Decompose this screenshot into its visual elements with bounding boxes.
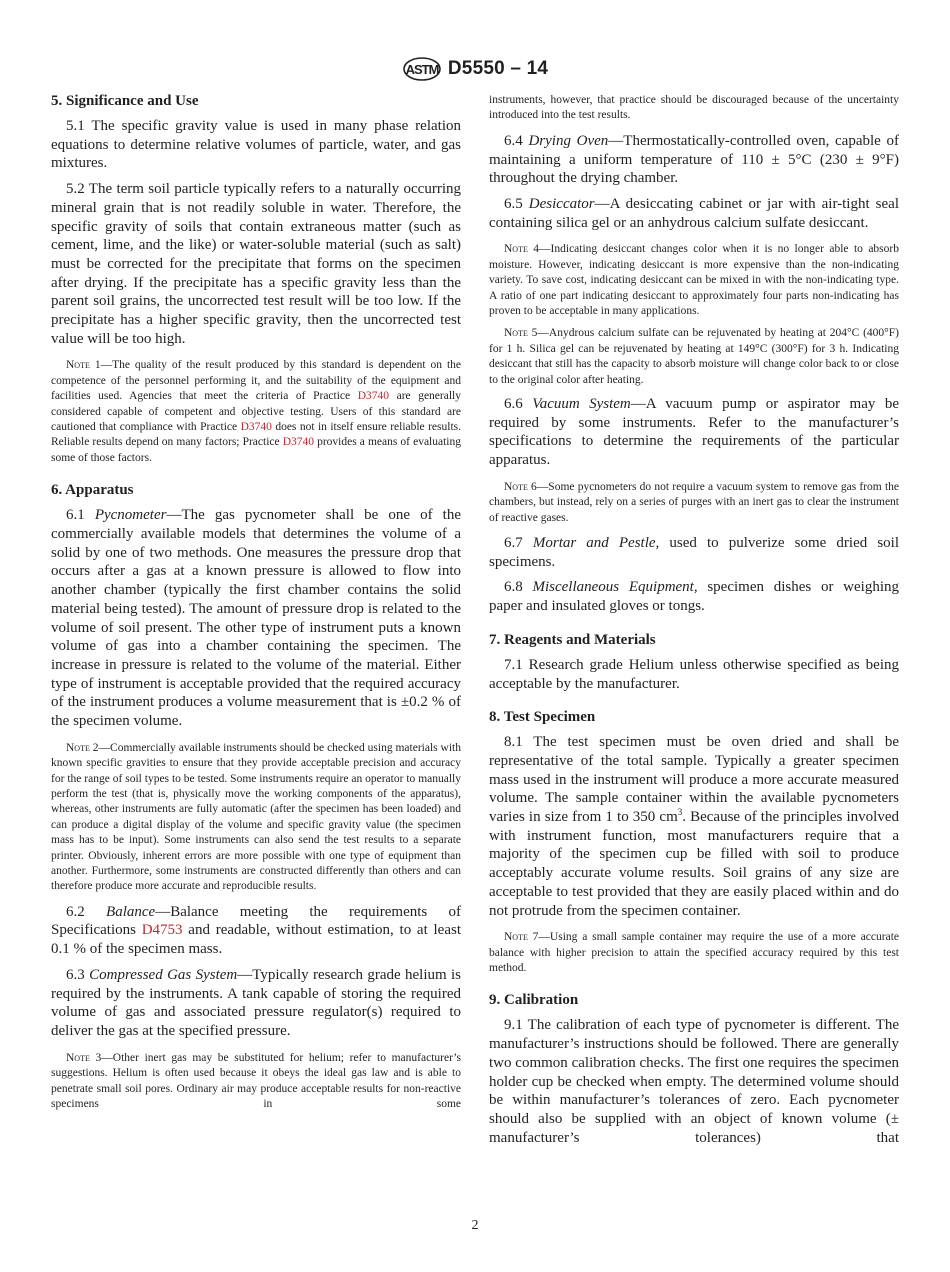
- clause-text: —Typically research grade helium is required by the instruments. A tank capable of storing the required volume of gas and associated pressure regulator(s) required to deliver the gas at the specified pressure.: [51, 966, 462, 1039]
- note-text: 3—Other inert gas may be substituted for helium; refer to manufacturer’s suggestions. Helium is often used because it obeys the ideal gas law and is able to penetrate small soil pores. Ordinary air may produce acceptable results for non-reactive specimens in some: [51, 1051, 461, 1110]
- note-text: 4—Indicating desiccant changes color when it is no longer able to absorb moisture. However, indicating desiccant is more expensive than the non-indicating variety. To save cost, indicating desiccant can be mixed in with the non-indicating type. A ratio of one part indicating desiccant to approximately four parts non-indicating has proven to be acceptable in many applications.: [489, 243, 899, 317]
- note-label: Note: [504, 327, 528, 340]
- paragraph-9-1: 9.1 The calibration of each type of pycnometer is different. The manufacturer’s instructions should be followed. There are generally two common calibration checks. The first one requires the specimen holder cup be checked when empty. The determined volume should be within manufacturer’s tolerances of zero. Each pycnometer should also be supplied with an object of known volume (± manufacturer’s tolerances) that: [489, 1017, 899, 1146]
- note-label: Note: [66, 741, 90, 754]
- note-7: [489, 930, 899, 976]
- note-text: provides a means of evaluating some of those factors.: [51, 436, 461, 464]
- clause-text: . Because of the principles involved with instrument function, most manufacturers require that a majority of the specimen cup be filled with soil to produce acceptably accurate volume results. Soil grains of any size are acceptable to test provided that they are easily placed within and do not protrude from the specimen container.: [489, 809, 899, 919]
- note-text: does not in itself ensure reliable results. Reliable results depend on many factors; Practice: [51, 421, 461, 449]
- page-header: [0, 56, 950, 82]
- note-label: Note: [66, 1051, 90, 1064]
- clause-number: 6.2: [66, 903, 107, 920]
- clause-number: 6.7: [504, 535, 533, 552]
- note-text: 1—The quality of the result produced by this standard is dependent on the competence of the personnel performing it, and the suitability of the equipment and facilities used. Agencies that meet the criteria of Practice: [51, 359, 461, 403]
- note-2: [51, 741, 461, 895]
- left-column: [51, 92, 461, 1120]
- reference-link-d3740[interactable]: D3740: [282, 436, 315, 449]
- note-4: [489, 242, 899, 319]
- reference-link-d3740[interactable]: D3740: [240, 421, 272, 434]
- paragraph-6-1: [51, 506, 461, 730]
- clause-term: Compressed Gas System: [89, 966, 238, 983]
- section-8-heading: 8. Test Specimen: [489, 709, 596, 726]
- note-text: are generally considered capable of competent and objective testing. Users of this standard are cautioned that compliance with Practice: [51, 390, 461, 434]
- clause-text: and readable, without estimation, to at least 0.1 % of the specimen mass.: [51, 922, 461, 958]
- clause-text: used to pulverize some dried soil specimens.: [489, 535, 900, 570]
- paragraph-7-1: 7.1 Research grade Helium unless otherwise specified as being acceptable by the manufacturer.: [489, 656, 899, 692]
- paragraph-6-4: [489, 132, 899, 188]
- clause-number: 6.8: [504, 579, 533, 596]
- note-text: 5—Anydrous calcium sulfate can be rejuvenated by heating at 204°C (400°F) for 1 h. Silica gel can be rejuvenated by heating at 149°C (300°F) for 3 h. Indicating desiccant that still has the capacity to absorb moisture will change color back to or close to the original color after heating.: [489, 327, 899, 386]
- clause-text: specimen dishes or weighing paper and insulated gloves or tongs.: [489, 579, 900, 615]
- right-column: [489, 93, 899, 1154]
- clause-term: Miscellaneous Equipment,: [532, 579, 698, 596]
- clause-number: 6.4: [504, 132, 529, 149]
- standard-designation: D5550 – 14: [447, 58, 549, 79]
- clause-text: 8.1 The test specimen must be oven dried and shall be representative of the total sample. Typically a greater specimen mass used in the instrument will produce a more accurate measured volume. The sample container within the available pycnometers varies in size from 1 to 350 cm: [489, 734, 899, 826]
- astm-logo-icon: [402, 56, 442, 82]
- section-5-heading: 5. Significance and Use: [51, 93, 199, 109]
- reference-link-d3740[interactable]: D3740: [357, 390, 390, 403]
- clause-number: 6.5: [504, 195, 529, 212]
- note-3: [51, 1051, 461, 1113]
- note-5: [489, 326, 899, 388]
- reference-link-d4753[interactable]: D4753: [141, 922, 183, 939]
- note-label: Note: [504, 480, 528, 493]
- note-6: [489, 480, 899, 526]
- clause-term: Vacuum System: [532, 395, 631, 412]
- clause-text: —Balance meeting the requirements of Specifications: [51, 903, 462, 939]
- note-label: Note: [504, 243, 528, 256]
- clause-text: —A vacuum pump or aspirator may be required by some instruments. Refer to the manufacturer’s specifications to determine the requirements of the particular apparatus.: [489, 395, 899, 469]
- clause-term: Balance: [106, 903, 156, 920]
- clause-term: Pycnometer: [94, 507, 167, 524]
- superscript: 3: [677, 807, 683, 818]
- section-7-heading: 7. Reagents and Materials: [489, 631, 656, 648]
- paragraph-6-7: [489, 534, 899, 571]
- page-number: 2: [471, 1218, 479, 1233]
- note-3-continued: instruments, however, that practice should be discouraged because of the uncertainty introduced into the test results.: [489, 94, 899, 122]
- note-1: [51, 358, 461, 466]
- paragraph-8-1: [489, 733, 899, 920]
- note-label: Note: [66, 359, 90, 372]
- clause-term: Drying Oven: [528, 132, 609, 149]
- section-6-heading: 6. Apparatus: [51, 482, 134, 499]
- clause-number: 6.6: [504, 395, 533, 412]
- clause-term: Mortar and Pestle,: [532, 535, 660, 552]
- clause-number: 6.1: [66, 507, 95, 524]
- paragraph-6-6: [489, 395, 899, 470]
- paragraph-6-2: [51, 903, 461, 959]
- clause-text: —A desiccating cabinet or jar with air-tight seal containing silica gel or an anhydrous calcium sulfate desiccant.: [489, 195, 900, 231]
- note-text: 2—Commercially available instruments should be checked using materials with known specific gravities to ensure that they provide acceptable precision and accuracy for the range of soil types to be tested. Some instruments require an operator to manually perform the test (that is, physically move the working components of the apparatus), whereas, other instruments are fully automatic (after the specimen has been loaded) and can produce a digital display of the volume and specific gravity value (the specimen mass has to be input). Some instruments can also send the test results to a separate printer. Obviously, inherent errors are more possible with one type of equipment than another. Furthermore, some instruments are constructed differently than others and can therefore produce more accurate and reproducible results.: [51, 741, 461, 893]
- paragraph-6-3: [51, 966, 461, 1041]
- section-9-heading: 9. Calibration: [489, 992, 579, 1009]
- clause-text: —The gas pycnometer shall be one of the commercially available models that determines the volume of a solid by one of two methods. One measures the pressure drop that occurs after a gas at a known pressure is allowed to flow into another chamber (typically the first chamber contains the solid material being tested). The amount of pressure drop is related to the volume of soil present. The other type of instrument puts a known volume of gas into a chamber containing the specimen. The increase in pressure is related to the volume of the material. Either type of instrument is acceptable provided that the required accuracy of the instrument produces a volume measurement that is ±0.2 % of the specimen volume.: [51, 507, 462, 730]
- note-label: Note: [504, 931, 528, 944]
- paragraph-5-2: 5.2 The term soil particle typically refers to a naturally occurring mineral grain that is not readily soluble in water. Therefore, the specific gravity of soils that contain extraneous matter (such as cement, lime, and the like) or water-soluble material (such as salt) must be corrected for the precipitate that forms on the specimen after drying. If the precipitate has a specific gravity less than the parent soil grains, the uncorrected test result will be too low. If the precipitate has a higher specific gravity, then the uncorrected test value will be too high.: [51, 181, 461, 347]
- svg-text:ASTM: ASTM: [405, 62, 439, 77]
- paragraph-5-1: 5.1 The specific gravity value is used in many phase relation equations to determine relative volumes of particle, water, and gas mixtures.: [51, 118, 461, 172]
- clause-text: —Thermostatically-controlled oven, capable of maintaining a uniform temperature of 110 ± 5°C (230 ± 9°F) throughout the drying chamber.: [489, 132, 900, 187]
- clause-number: 6.3: [66, 966, 90, 983]
- note-text: 7—Using a small sample container may require the use of a more accurate balance with higher precision to attain the specified accuracy required by this test method.: [489, 931, 899, 975]
- note-text: 6—Some pycnometers do not require a vacuum system to remove gas from the chambers, but instead, rely on a series of purges with an inert gas to clear the instrument of reactive gases.: [489, 480, 899, 524]
- paragraph-6-5: [489, 195, 899, 232]
- paragraph-6-8: [489, 578, 899, 615]
- clause-term: Desiccator: [528, 195, 595, 212]
